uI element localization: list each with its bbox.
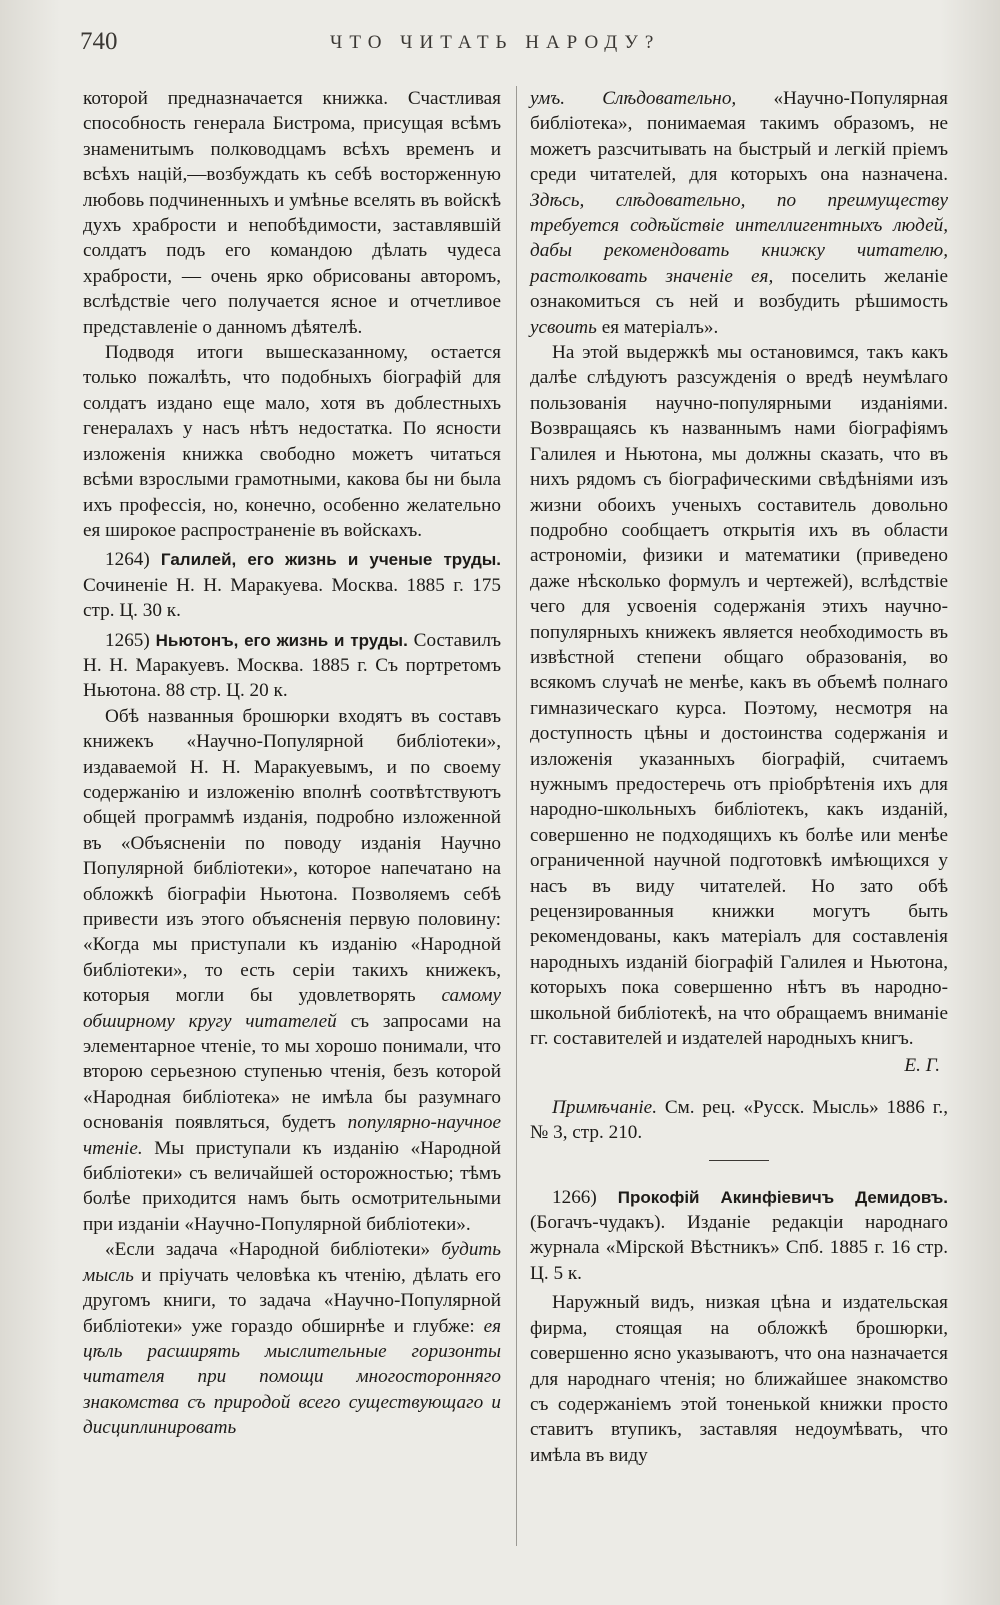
entry-title: Прокофій Акинфіевичъ Демидовъ.: [617, 1187, 949, 1207]
entry-details: Составилъ Н. Н. Маракуевъ. Москва. 1885 г. Съ портретомъ Ньютона. 88 стр. Ц. 20 к.: [83, 629, 502, 702]
left-column: [83, 86, 501, 1441]
paragraph: которой предназначается книжка. Счастливая способность генерала Бистрома, присущая всѣмъ знаменитымъ полководцамъ всѣхъ временъ и всѣхъ націй,—возбуждать къ себѣ восторженную любовь подчиненныхъ и умѣнье вселять въ войскѣ духъ храбрости и непобѣдимости, заставлявшій солдатъ подъ его командою дѣлать чудеса храбрости, — очень ярко обрисованы авторомъ, вслѣдствіе чего получается ясное и отчетливое представленіе о данномъ дѣятелѣ.: [83, 88, 501, 338]
entry-details: Сочиненіе Н. Н. Маракуева. Москва. 1885 г. 175 стр. Ц. 30 к.: [83, 574, 501, 622]
italic-text: умъ. Слѣдовательно,: [530, 88, 737, 109]
italic-text: самому обширному кругу читателей: [83, 985, 501, 1032]
footnote: [530, 1095, 948, 1146]
italic-text: ея цѣль расширять мыслительные горизонты читателя при помощи многосторонняго знакомства съ природой всего существующаго и дисциплинировать: [83, 1315, 501, 1439]
paragraph: На этой выдержкѣ мы остановимся, такъ какъ далѣе слѣдуютъ разсужденія о вредѣ неумѣлаго пользованія научно-популярными изданіями. Возвращаясь къ названнымъ нами біографіямъ Галилея и Ньютона, мы должны сказать, что въ нихъ рядомъ съ біографическими свѣдѣніями изъ жизни обоихъ ученыхъ составитель довольно подробно сообщаетъ открытія ихъ въ области астрономіи, физики и математики (приведено даже нѣсколько формулъ и чертежей), вслѣдствіе чего для усвоенія содержанія этихъ научно-популярныхъ книжекъ является необходимость въ извѣстной степени общаго образованія, во всякомъ случаѣ не менѣе, какъ въ объемѣ полнаго гимназическаго курса. Поэтому, несмотря на доступность цѣны и достоинства содержанія и изложенія указанныхъ біографій, считаемъ нужнымъ предостеречь отъ пріобрѣтенія ихъ для народно-школьныхъ библіотекъ, какъ изданій, совершенно не подходящихъ къ болѣе или менѣе ограниченной научной подготовкѣ имѣющихся у насъ въ виду читателей. Но зато обѣ рецензированныя книжки могутъ быть рекомендованы, какъ матеріалъ для составленія народныхъ изданій біографій Галилея и Ньютона, которыхъ пока совершенно нѣтъ въ народно-школьной библіотекѣ, на что обращаемъ вниманіе гг. составителей и издателей народныхъ книгъ.: [530, 342, 948, 1050]
paragraph: [83, 1237, 501, 1440]
text-run: ея матеріалъ».: [601, 316, 719, 338]
entry-title: Ньютонъ, его жизнь и труды.: [155, 630, 408, 650]
running-title: ЧТО ЧИТАТЬ НАРОДУ?: [330, 32, 661, 53]
entry-details: (Богачъ-чудакъ). Изданіе редакціи народнаго журнала «Мірской Вѣстникъ» Спб. 1885 г. 16 стр. Ц. 5 к.: [530, 1212, 948, 1284]
paragraph: [83, 704, 501, 1238]
entry-number: 1265): [105, 629, 150, 651]
entry-number: 1266): [552, 1186, 597, 1208]
text-run: «Научно-Популярная библіотека», понимаемая такимъ образомъ, не можетъ разсчитывать на быстрый и легкій пріемъ среди читателей, для которыхъ она назначена.: [530, 88, 948, 186]
section-rule: [709, 1160, 769, 1161]
entry-title: Галилей, его жизнь и ученые труды.: [160, 550, 502, 570]
paragraph: Наружный видъ, низкая цѣна и издательская фирма, стоящая на обложкѣ брошюрки, совершенно ясно указываютъ, что она назначается для народнаго чтенія; но ближайшее знакомство съ содержаніемъ этой тоненькой книжки просто ставитъ втупикъ, заставляя недоумѣвать, что имѣла въ виду: [530, 1292, 948, 1466]
catalog-entry-1265: [83, 628, 501, 704]
italic-text: будить мысль: [83, 1239, 502, 1286]
text-run: «Если задача «Народной библіотеки»: [105, 1239, 431, 1261]
italic-text: Здѣсь, слѣдовательно, по преимуществу требуется содѣйствіе интеллигентныхъ людей, дабы рекомендовать книжку читателю, растолковать значеніе ея,: [530, 189, 948, 287]
note-text: См. рец. «Русск. Мысль» 1886 г., № 3, стр. 210.: [530, 1096, 949, 1144]
text-run: поселить желаніе ознакомиться съ ней и возбудить рѣшимость: [530, 265, 948, 313]
note-label: Примѣчаніе.: [552, 1096, 657, 1118]
page-header: [80, 28, 960, 68]
catalog-entry-1264: [83, 547, 501, 623]
signature: Е. Г.: [904, 1055, 940, 1077]
italic-text: усвоить: [530, 316, 597, 338]
text-run: Мы приступали къ изданію «Народной библіотеки» съ величайшей осторожностью; тѣмъ болѣе приходится намъ быть осмотрительными при изданіи «Научно-Популярной библіотеки».: [83, 1137, 501, 1235]
text-run: и пріучать человѣка къ чтенію, дѣлать его другомъ книги, то задача «Научно-Популярной библіотеки» уже гораздо обширнѣе и глубже:: [83, 1264, 502, 1337]
catalog-entry-1266: [530, 1185, 948, 1287]
text-run: Обѣ названныя брошюрки входятъ въ составъ книжекъ «Научно-Популярной библіотеки», издаваемой Н. Н. Маракуевымъ, и по своему содержанію и изложенію вполнѣ соотвѣтствуютъ общей программѣ изданія, подробно изложенной въ «Объясненіи по поводу изданія Научно Популярной библіотеки», которое напечатано на обложкѣ біографіи Ньютона. Позволяемъ себѣ привести изъ этого объясненія первую половину: «Когда мы приступали къ изданію «Народной библіотеки», то есть серіи такихъ книжекъ, которыя могли бы удовлетворять: [83, 705, 501, 1007]
italic-text: популярно-научное чтеніе.: [83, 1112, 501, 1159]
entry-number: 1264): [105, 549, 150, 571]
paragraph: Подводя итоги вышесказанному, остается только пожалѣть, что подобныхъ біографій для солдатъ издано еще мало, хотя въ доблестныхъ генералахъ у насъ нѣтъ недостатка. По ясности изложенія книжка свободно можетъ читаться всѣми взрослыми грамотными, какова бы ни была ихъ профессія, но, конечно, особенно желательно ея широкое распространеніе въ войскахъ.: [83, 342, 501, 541]
text-run: съ запросами на элементарное чтеніе, то мы хорошо понимали, что второю серьезною ступенью чтенія, безъ которой «Народная библіотека» не имѣла бы разумнаго основанія появляться, будетъ: [83, 1010, 502, 1134]
right-column: [530, 86, 948, 1468]
column-divider: [516, 86, 517, 1546]
page-number: 740: [80, 28, 118, 55]
paragraph: [530, 86, 948, 340]
